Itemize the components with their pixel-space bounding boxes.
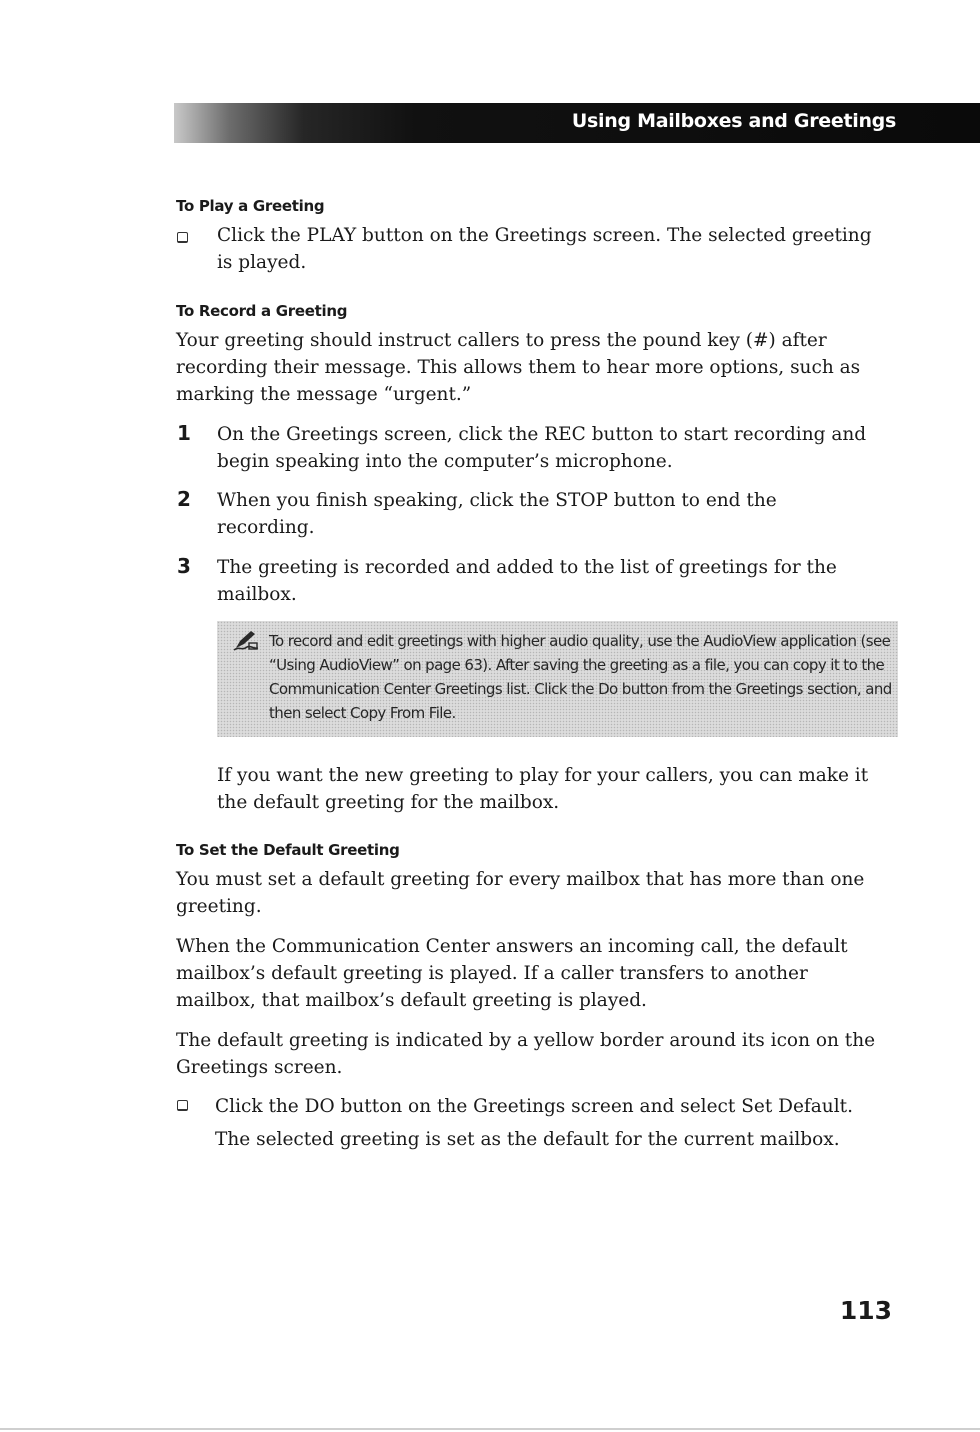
header-title: Using Mailboxes and Greetings bbox=[571, 110, 896, 132]
default-para-1: You must set a default greeting for every mailbox that has more than one greeting. bbox=[176, 869, 865, 917]
record-greeting-heading: To Record a Greeting bbox=[176, 302, 348, 320]
note-pencil-icon bbox=[233, 629, 259, 651]
default-result-text: The selected greeting is set as the default for the current mailbox. bbox=[215, 1129, 840, 1150]
note-box bbox=[217, 621, 898, 737]
step-text: On the Greetings screen, click the REC button to start recording and begin speaking into the computer’s microphone. bbox=[217, 424, 867, 472]
record-greeting-intro: Your greeting should instruct callers to press the pound key (#) after recording their message. This allows them to hear more options, such as marking the message “urgent.” bbox=[176, 330, 861, 405]
checkbox-bullet-icon bbox=[177, 232, 188, 243]
step-number: 3 bbox=[177, 554, 191, 578]
bottom-rule bbox=[0, 1428, 980, 1430]
step-number: 1 bbox=[177, 421, 191, 445]
checkbox-bullet-icon bbox=[177, 1100, 188, 1111]
header-bar bbox=[174, 103, 980, 143]
note-text: To record and edit greetings with higher audio quality, use the AudioView application (see “Using AudioView” on page 63). After saving the greeting as a file, you can copy it to the Communication Center Greetings list. Click the Do button from the Greetings section, and then select Copy From File. bbox=[269, 632, 892, 722]
play-greeting-heading: To Play a Greeting bbox=[176, 197, 325, 215]
play-greeting-bullet-text: Click the PLAY button on the Greetings screen. The selected greeting is played. bbox=[217, 225, 872, 273]
step-text: When you finish speaking, click the STOP button to end the recording. bbox=[217, 490, 777, 538]
step-number: 2 bbox=[177, 487, 191, 511]
default-para-2: When the Communication Center answers an incoming call, the default mailbox’s default greeting is played. If a caller transfers to another mailbox, that mailbox’s default greeting is played. bbox=[176, 936, 848, 1011]
default-greeting-heading: To Set the Default Greeting bbox=[176, 841, 400, 859]
page-number: 113 bbox=[839, 1296, 892, 1325]
default-para-3: The default greeting is indicated by a yellow border around its icon on the Greetings screen. bbox=[176, 1030, 876, 1078]
default-bullet-text: Click the DO button on the Greetings screen and select Set Default. bbox=[215, 1096, 853, 1117]
after-note-text: If you want the new greeting to play for your callers, you can make it the default greeting for the mailbox. bbox=[217, 765, 869, 813]
step-text: The greeting is recorded and added to the list of greetings for the mailbox. bbox=[217, 557, 837, 605]
